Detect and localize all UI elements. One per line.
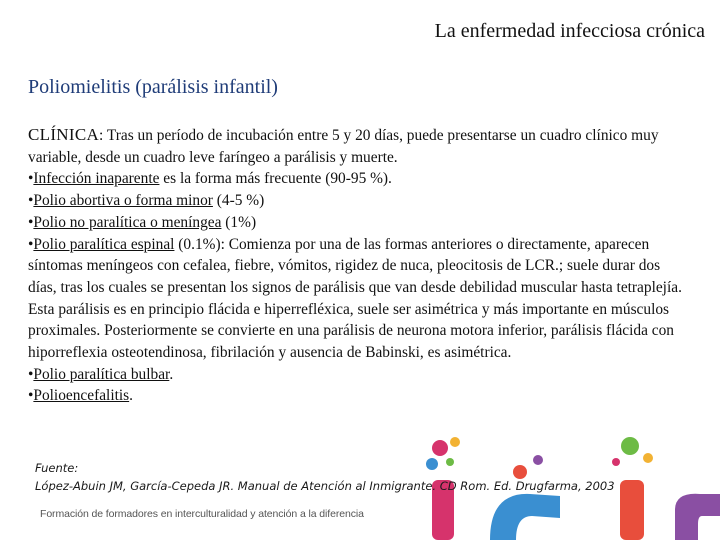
logo-stroke xyxy=(620,480,644,540)
clinica-paragraph xyxy=(28,124,692,168)
item-term: Polio paralítica espinal xyxy=(33,235,175,253)
list-item xyxy=(28,234,692,364)
header-title: La enfermedad infecciosa crónica xyxy=(434,20,705,42)
bullet: • xyxy=(28,235,34,253)
source-note xyxy=(35,459,615,495)
bullet: • xyxy=(28,387,34,405)
item-term: Polio abortiva o forma minor xyxy=(33,192,213,210)
list-item xyxy=(28,168,692,190)
list-item xyxy=(28,385,692,407)
item-term: Polioencefalitis xyxy=(33,387,130,405)
logo-stroke xyxy=(675,494,720,540)
item-text: . xyxy=(129,387,133,405)
logo-dot xyxy=(643,453,653,463)
body-text xyxy=(28,124,692,407)
item-term: Infección inaparente xyxy=(33,170,160,188)
item-text: (4-5 %) xyxy=(212,192,265,210)
list-item xyxy=(28,190,692,212)
source-label: Fuente: xyxy=(35,461,79,475)
slide-title: Poliomielitis (parálisis infantil) xyxy=(28,76,278,98)
item-term: Polio no paralítica o meníngea xyxy=(33,213,222,231)
bullet: • xyxy=(28,192,34,210)
clinica-text: : Tras un período de incubación entre 5 y 20 días, puede presentarse un cuadro clínico muy variable, desde un cuadro leve faríngeo a parálisis y muerte. xyxy=(28,127,659,166)
footer-banner: Formación de formadores en interculturalidad y atención a la diferencia xyxy=(40,508,364,520)
bullet: • xyxy=(28,365,34,383)
logo-dot xyxy=(621,437,639,455)
logo-dot xyxy=(450,437,460,447)
logo-dot xyxy=(432,440,448,456)
item-text: (1%) xyxy=(221,213,257,231)
item-text: . xyxy=(169,365,174,383)
list-item xyxy=(28,212,692,234)
list-item xyxy=(28,364,692,386)
item-text: (0.1%): Comienza por una de las formas anteriores o directamente, aparecen síntomas meníngeos con cefalea, fiebre, vómitos, rigidez de nuca, pleocitosis de LCR.; suele durar dos días, tras los cuales se presentan los signos de parálisis que van desde debilidad muscular hasta tetraplejía. Esta parálisis es en principio flácida e hiperrefléxica, suele ser asimétrica y más importante en músculos proximales. Posteriormente se convierte en una parálisis de neurona motora inferior, parálisis flácida con hiporreflexia osteotendinosa, fibrilación y ausencia de Babinski, es asimétrica. xyxy=(28,235,682,362)
clinica-label: CLÍNICA xyxy=(28,125,100,144)
bullet: • xyxy=(28,170,34,188)
bullet: • xyxy=(28,213,34,231)
item-text: es la forma más frecuente (90-95 %). xyxy=(159,170,392,188)
logo-stroke xyxy=(490,494,560,540)
source-citation: López-Abuin JM, García-Cepeda JR. Manual de Atención al Inmigrante. CD Rom. Ed. Drugfarma, 2003 xyxy=(35,479,615,493)
item-term: Polio paralítica bulbar xyxy=(33,365,170,383)
